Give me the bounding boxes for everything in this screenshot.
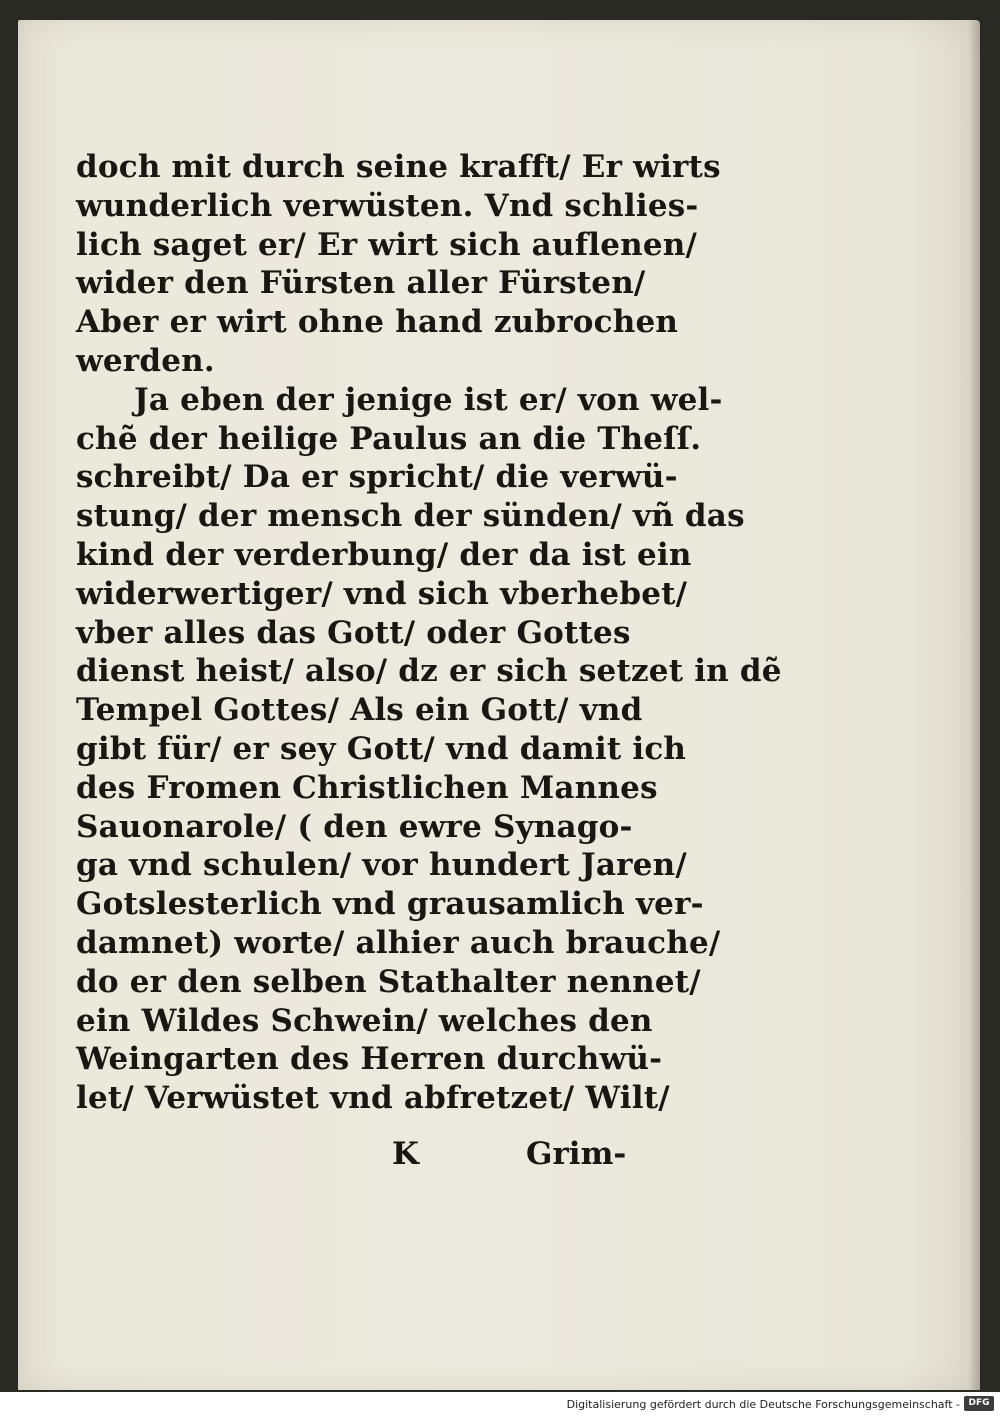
text-line: Sauonarole/ ( den ewre Synago- — [76, 808, 633, 845]
text-line: wunderlich verwüsten. Vnd schlies- — [76, 187, 699, 224]
text-line-paragraph-start: Ja eben der jenige ist er/ von wel- — [134, 381, 723, 418]
text-line: vber alles das Gott/ oder Gottes — [76, 614, 631, 651]
text-line: werden. — [76, 342, 215, 379]
digitization-footer — [0, 1392, 1000, 1416]
dfg-logo: DFG — [964, 1396, 994, 1411]
text-line: Weingarten des Herren durchwü- — [76, 1041, 663, 1078]
body-text — [76, 148, 782, 1118]
text-line: wider den Fürsten aller Fürsten/ — [76, 265, 646, 302]
text-line: schreibt/ Da er spricht/ die verwü- — [76, 459, 678, 496]
funding-credit: Digitalisierung gefördert durch die Deutsche Forschungsgemeinschaft - — [566, 1398, 960, 1411]
text-line: widerwertiger/ vnd sich vberhebet/ — [76, 575, 688, 612]
text-line: ein Wildes Schwein/ welches den — [76, 1002, 653, 1039]
text-line: doch mit durch seine krafft/ Er wirts — [76, 149, 721, 185]
text-line: Tempel Gottes/ Als ein Gott/ vnd — [76, 692, 643, 729]
text-line: Gotslesterlich vnd grausamlich ver- — [76, 886, 704, 923]
text-line: chẽ der heilige Paulus an die Theſſ. — [76, 420, 702, 457]
book-page — [18, 20, 980, 1390]
text-line: damnet) worte/ alhier auch brauche/ — [76, 924, 721, 961]
text-line: let/ Verwüstet vnd abfretzet/ Wilt/ — [76, 1080, 670, 1117]
text-line: dienst heist/ also/ dz er sich setzet in dẽ — [76, 653, 782, 690]
text-line: gibt für/ er sey Gott/ vnd damit ich — [76, 730, 687, 767]
page-footer-marks — [76, 1136, 666, 1176]
text-line: stung/ der mensch der sünden/ vñ das — [76, 498, 745, 535]
text-line: des Fromen Christlichen Mannes — [76, 769, 658, 806]
text-line: do er den selben Stathalter nennet/ — [76, 963, 701, 1000]
signature-mark: K — [392, 1136, 419, 1172]
text-line: ga vnd schulen/ vor hundert Jaren/ — [76, 847, 687, 884]
text-line: Aber er wirt ohne hand zubrochen — [76, 304, 679, 341]
page-edge-shadow — [968, 20, 980, 1390]
text-line: kind der verderbung/ der da ist ein — [76, 536, 692, 573]
text-line: lich saget er/ Er wirt sich auflenen/ — [76, 226, 698, 263]
catchword: Grim- — [526, 1136, 627, 1172]
